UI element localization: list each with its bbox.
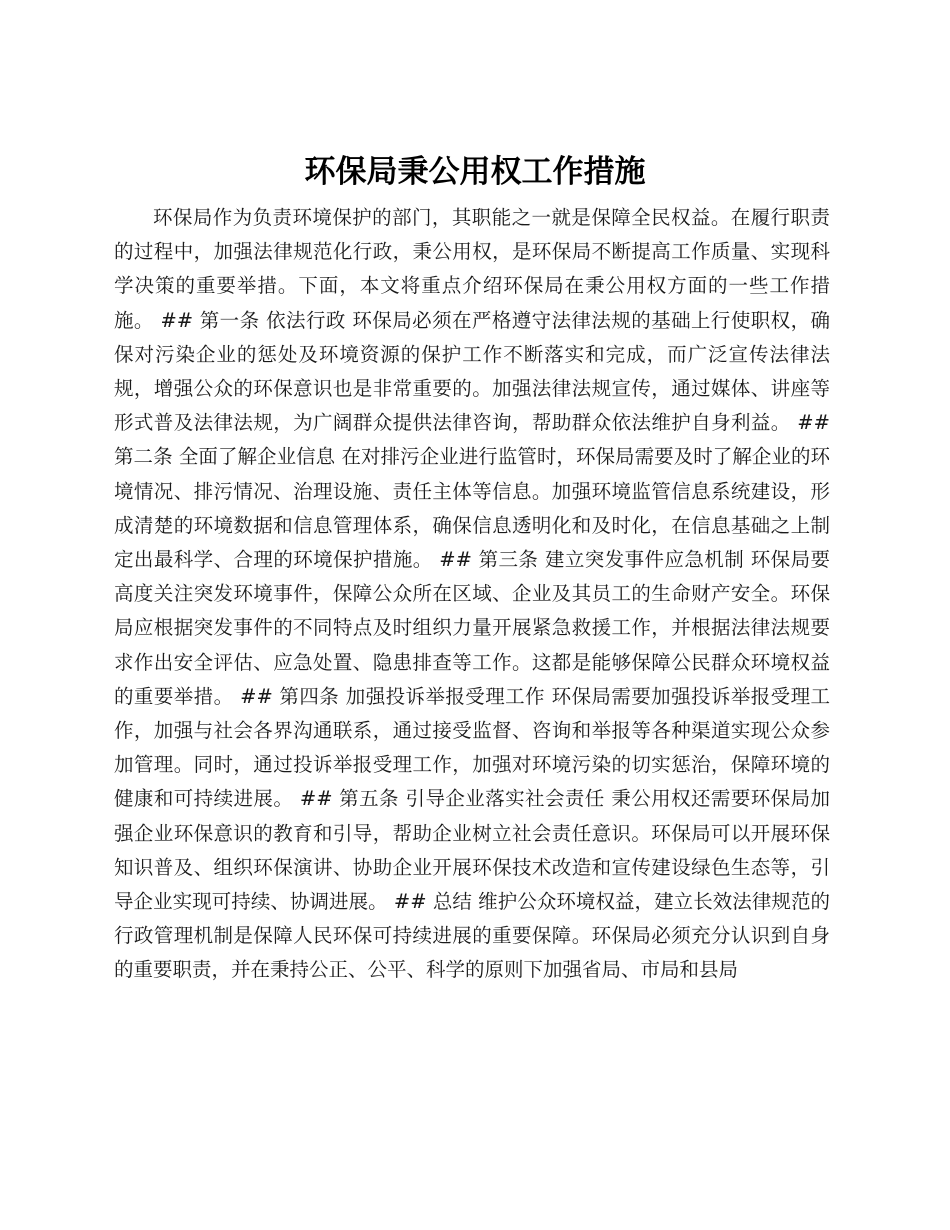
document-title: 环保局秉公用权工作措施 [304, 154, 646, 190]
document-body: 环保局作为负责环境保护的部门，其职能之一就是保障全民权益。在履行职责的过程中，加强法律规范化行政，秉公用权，是环保局不断提高工作质量、实现科学决策的重要举措。下面，本文将重点介绍环保局在秉公用权方面的一些工作措施。 ## 第一条 依法行政 环保局必须在严格遵守法律法规的基础上行使职权，确保对污染企业的惩处及环境资源的保护工作不断落实和完成，而广泛宣传法律法规，增强公众的环保意识也是非常重要的。加强法律法规宣传，通过媒体、讲座等形式普及法律法规，为广阔群众提供法律咨询，帮助群众依法维护自身利益。 ## 第二条 全面了解企业信息 在对排污企业进行监管时，环保局需要及时了解企业的环境情况、排污情况、治理设施、责任主体等信息。加强环境监管信息系统建设，形成清楚的环境数据和信息管理体系，确保信息透明化和及时化，在信息基础之上制定出最科学、合理的环境保护措施。 ## 第三条 建立突发事件应急机制 环保局要高度关注突发环境事件，保障公众所在区域、企业及其员工的生命财产安全。环保局应根据突发事件的不同特点及时组织力量开展紧急救援工作，并根据法律法规要求作出安全评估、应急处置、隐患排查等工作。这都是能够保障公民群众环境权益的重要举措。 ## 第四条 加强投诉举报受理工作 环保局需要加强投诉举报受理工作，加强与社会各界沟通联系，通过接受监督、咨询和举报等各种渠道实现公众参加管理。同时，通过投诉举报受理工作，加强对环境污染的切实惩治，保障环境的健康和可持续进展。 ## 第五条 引导企业落实社会责任 秉公用权还需要环保局加强企业环保意识的教育和引导，帮助企业树立社会责任意识。环保局可以开展环保知识普及、组织环保演讲、协助企业开展环保技术改造和宣传建设绿色生态等，引导企业实现可持续、协调进展。 ## 总结 维护公众环境权益，建立长效法律规范的行政管理机制是保障人民环保可持续进展的重要保障。环保局必须充分认识到自身的重要职责，并在秉持公正、公平、科学的原则下加强省局、市局和县局 [114, 206, 830, 982]
